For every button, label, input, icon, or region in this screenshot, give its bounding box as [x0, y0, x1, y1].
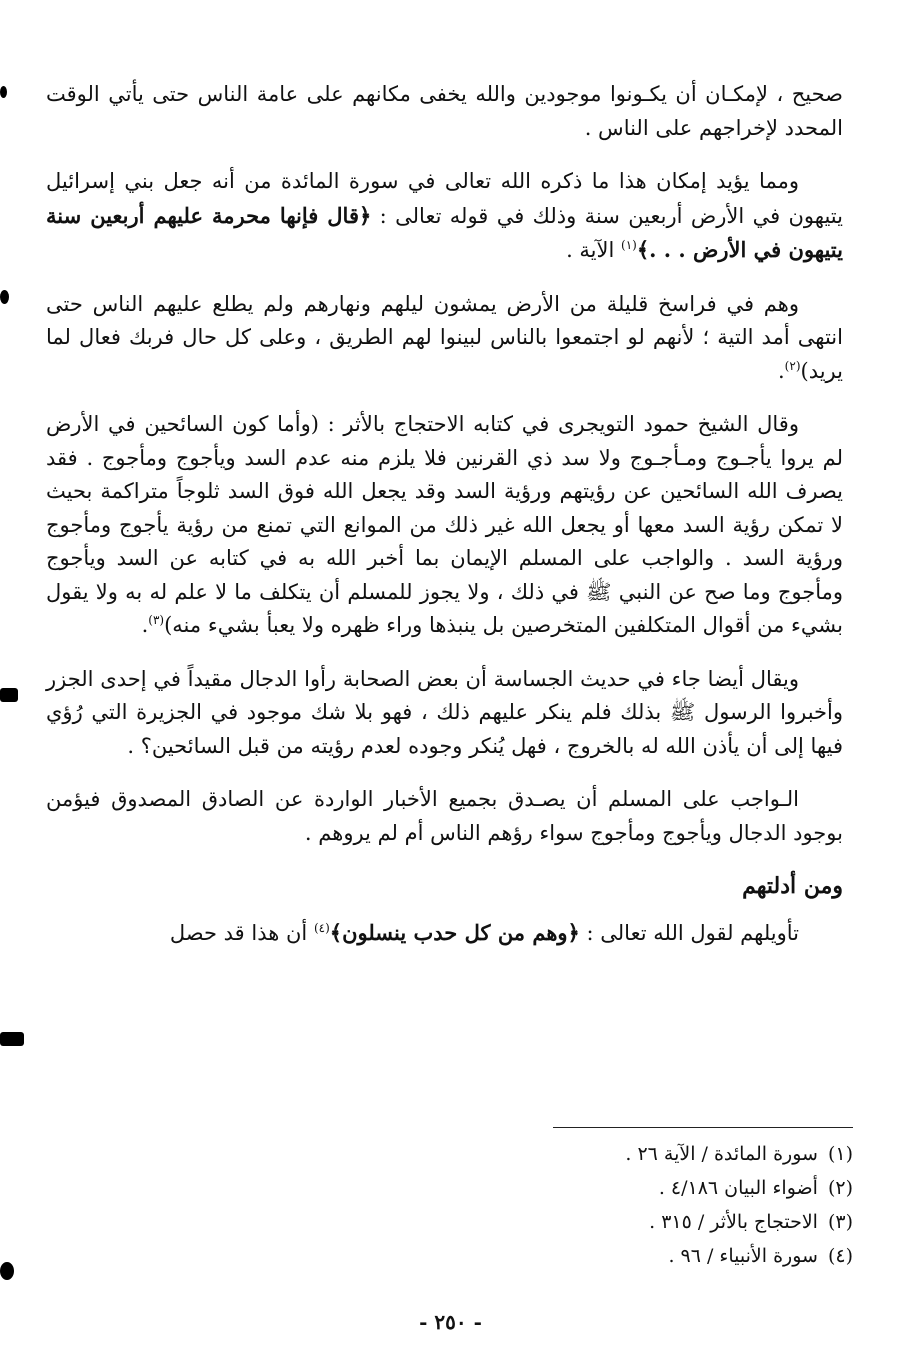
paragraph-text: تأويلهم لقول الله تعالى : [579, 920, 799, 945]
footnote-ref: (١) [621, 238, 637, 252]
paragraph-tail: الآية . [566, 238, 622, 262]
paragraph-tail: . [777, 358, 785, 383]
quran-quote: ﴿قال فإنها محرمة عليهم أربعين سنة يتيهون في الأرض . . .﴾ [46, 202, 843, 262]
main-text [46, 78, 843, 970]
scan-mark [0, 1032, 24, 1046]
paragraph-text: ومما يؤيد إمكان هذا ما ذكره الله تعالى في سورة المائدة من أنه جعل بني إسرائيل يتيهون في الأرض أربعين سنة وذلك في قوله تعالى : [46, 169, 843, 228]
scan-mark [0, 688, 18, 702]
footnote-ref: (٢) [784, 358, 801, 373]
scan-mark [0, 1262, 14, 1280]
page-number: - ٢٥٠ - [419, 1310, 482, 1334]
section-heading: ومن أدلتهم [742, 873, 843, 899]
paragraph-tail: أن هذا قد حصل [169, 920, 314, 945]
footnote-number: (٤) [827, 1245, 853, 1267]
paragraph-text: الـواجب على المسلم أن يصـدق بجميع الأخبار الواردة عن الصادق المصدوق فيؤمن بوجود الدجال ويأجوج ومأجوج سواء رؤهم الناس أم لم يروهم . [46, 787, 843, 845]
scan-mark [0, 290, 9, 304]
paragraph-text: صحيح ، لإمكـان أن يكـونوا موجودين والله يخفى مكانهم على عامة الناس حتى يأتي الوقت المحدد لإخراجهم على الناس . [46, 82, 843, 140]
paragraph-text: وهم في فراسخ قليلة من الأرض يمشون ليلهم ونهارهم ولم يطلع عليهم الناس حتى انتهى أمد التية ؛ لأنهم لو اجتمعوا بالناس لبينوا لهم الطريق ، وعلى كل حال فربك فعال لما يريد) [46, 291, 843, 383]
paragraph-7 [46, 916, 843, 951]
paragraph-text: ويقال أيضا جاء في حديث الجساسة أن بعض الصحابة رأوا الدجال مقيداً في إحدى الجزر وأخبروا الرسول ﷺ بذلك فلم ينكر عليهم ذلك ، فهو بلا شك موجود في الجزيرة التي رُؤي فيها إلى أن يأذن الله له بالخروج ، فهل يُنكر وجوده لعدم رؤيته من قبل السائحين؟ . [46, 666, 843, 758]
paragraph-4 [46, 408, 843, 643]
footnote-text: الاحتجاج بالأثر / ٣١٥ . [649, 1211, 818, 1233]
footnote-number: (٢) [827, 1177, 853, 1199]
footnote-ref: (٣) [148, 613, 165, 627]
footnote-number: (٣) [827, 1211, 853, 1233]
paragraph-1 [46, 78, 843, 145]
footnote-text: سورة المائدة / الآية ٢٦ . [625, 1143, 818, 1165]
footnote-text: سورة الأنبياء / ٩٦ . [668, 1245, 818, 1267]
paragraph-tail: . [141, 613, 149, 637]
footnote-item [353, 1239, 853, 1273]
paragraph-5 [46, 663, 843, 764]
paragraph-2 [46, 165, 843, 268]
footnote-item [353, 1205, 853, 1239]
quran-quote: ﴿وهم من كل حدب ينسلون﴾ [329, 919, 580, 945]
scan-mark [0, 86, 7, 98]
paragraph-text: وقال الشيخ حمود التويجرى في كتابه الاحتجاج بالأثر : (وأما كون السائحين في الأرض لم يروا يأجـوج ومـأجـوج ولا سد ذي القرنين فلا يلزم منه عدم السد ويأجوج ومأجوج . فقد يصرف الله السائحين عن رؤيتهم ورؤية السد وقد يجعل الله فوق السد ثلوجاً متراكمة بحيث لا تمكن رؤية السد معها أو يجعل الله غير ذلك من الموانع التي تمنع من رؤية يأجوج ومأجوج ورؤية السد . والواجب على المسلم الإيمان بما أخبر الله به في كتابه عن السد ويأجوج ومأجوج وما صح عن النبي ﷺ في ذلك ، ولا يجوز للمسلم أن يتكلف ما لا علم له به ولا يقول بشيء من أقوال المتكلفين المتخرصين بل ينبذها وراء ظهره ولا يعبأ بشيء منه) [46, 412, 843, 637]
footnote-number: (١) [827, 1143, 853, 1165]
footnote-item [353, 1171, 853, 1205]
footnote-text: أضواء البيان ٤/١٨٦ . [658, 1177, 818, 1199]
footnotes-list [353, 1137, 853, 1273]
footnote-item [353, 1137, 853, 1171]
footnote-ref: (٤) [313, 920, 330, 935]
paragraph-6 [46, 783, 843, 850]
footnote-divider [553, 1127, 853, 1128]
paragraph-3 [46, 288, 843, 389]
